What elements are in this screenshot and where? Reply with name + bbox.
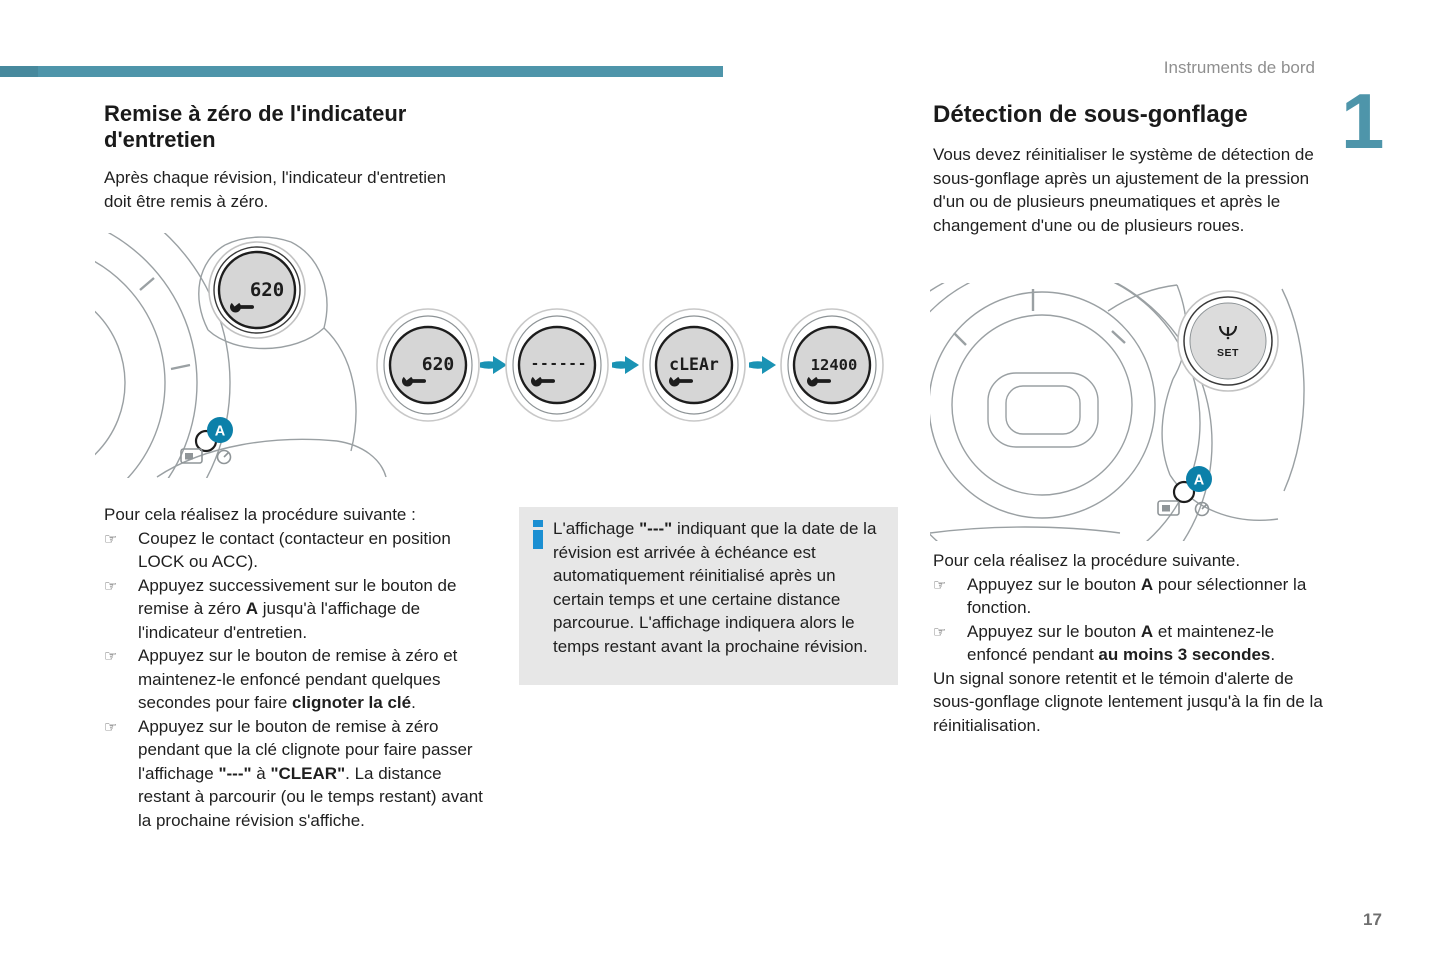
svg-text:cLEAr: cLEAr	[669, 355, 719, 374]
right-arrow-icon	[612, 356, 639, 374]
service-display-value: 620	[249, 279, 285, 301]
svg-text:SET: SET	[1217, 347, 1239, 359]
pointing-hand-icon: ☞	[104, 529, 118, 548]
procedure-step: ☞ Appuyez successivement sur le bouton de remise à zéro A jusqu'à l'affichage de l'indicateur d'entretien.	[104, 574, 488, 645]
info-note-text: L'affichage "---" indiquant que la date de la révision est arrivée à échéance est automatiquement réinitialisé après un certain temps et une certaine distance parcourue. L'affichage indiquera alors le temps restant avant la prochaine révision.	[553, 519, 877, 656]
procedure-intro: Pour cela réalisez la procédure suivante.	[933, 551, 1241, 570]
procedure-step: ☞ Appuyez sur le bouton de remise à zéro et maintenez-le enfoncé pendant quelques secondes pour faire clignoter la clé.	[104, 644, 488, 715]
section-title-underinflation: Détection de sous-gonflage	[933, 101, 1248, 128]
service-reset-procedure	[104, 503, 488, 832]
svg-text:12400: 12400	[810, 356, 858, 374]
procedure-steps	[104, 527, 488, 833]
section-service-indicator	[104, 101, 464, 213]
sequence-dial-3	[643, 309, 745, 421]
procedure-steps	[933, 573, 1325, 667]
section-title-service-reset: Remise à zéro de l'indicateur d'entretien	[104, 101, 407, 152]
right-arrow-icon	[480, 356, 507, 374]
procedure-step: ☞ Coupez le contact (contacteur en position LOCK ou ACC).	[104, 527, 488, 574]
tpms-set-button	[1178, 291, 1278, 391]
svg-text:A: A	[1193, 472, 1205, 489]
info-note-box	[519, 507, 898, 685]
pointing-hand-icon: ☞	[104, 647, 118, 665]
procedure-step: ☞ Appuyez sur le bouton A pour sélectionner la fonction.	[933, 573, 1325, 620]
info-icon	[533, 520, 543, 549]
instrument-cluster-figure-tpms	[930, 283, 1322, 541]
trip-reset-icon	[218, 451, 231, 464]
pointing-hand-icon: ☞	[104, 717, 118, 736]
right-arrow-icon	[749, 356, 776, 374]
sequence-dial-2	[506, 309, 608, 421]
service-display-pod	[209, 242, 305, 338]
svg-text:------: ------	[530, 356, 588, 372]
procedure-step: ☞ Appuyez sur le bouton de remise à zéro pendant que la clé clignote pour faire passer l'affichage "---" à "CLEAR". La distance restant à parcourir (ou le temps restant) avant la prochaine révision s'affiche.	[104, 715, 488, 833]
instrument-cluster-figure-service	[95, 233, 390, 478]
pointing-hand-icon: ☞	[104, 576, 118, 595]
reset-button-a	[196, 417, 233, 451]
sequence-dial-1	[377, 309, 479, 421]
svg-text:A: A	[214, 423, 226, 440]
cluster-panel-icons	[1158, 501, 1209, 516]
chapter-color-bar	[0, 66, 723, 77]
procedure-intro: Pour cela réalisez la procédure suivante :	[104, 505, 416, 524]
chapter-number: 1	[1341, 77, 1385, 165]
page-number: 17	[1363, 910, 1382, 929]
running-header: Instruments de bord	[1163, 58, 1315, 77]
procedure-step: ☞ Appuyez sur le bouton A et maintenez-le enfoncé pendant au moins 3 secondes.	[933, 620, 1325, 667]
section-underinflation	[933, 101, 1315, 237]
svg-text:620: 620	[421, 354, 455, 375]
tpms-reset-procedure	[933, 549, 1325, 737]
pointing-hand-icon: ☞	[933, 575, 947, 594]
service-reset-sequence-figure	[368, 302, 885, 428]
procedure-outro: Un signal sonore retentit et le témoin d'alerte de sous-gonflage clignote lentement jusqu'à la fin de la réinitialisation.	[933, 668, 1323, 735]
chapter-color-bar-accent	[0, 66, 38, 77]
section-intro-underinflation: Vous devez réinitialiser le système de détection de sous-gonflage après un ajustement de la pression d'un ou de plusieurs pneumatiques et après le changement d'une ou de plusieurs roues.	[933, 145, 1314, 235]
section-intro-service-reset: Après chaque révision, l'indicateur d'entretien doit être remis à zéro.	[104, 168, 446, 211]
reset-button-a	[1174, 466, 1212, 502]
pointing-hand-icon: ☞	[933, 622, 947, 641]
sequence-dial-4	[781, 309, 883, 421]
